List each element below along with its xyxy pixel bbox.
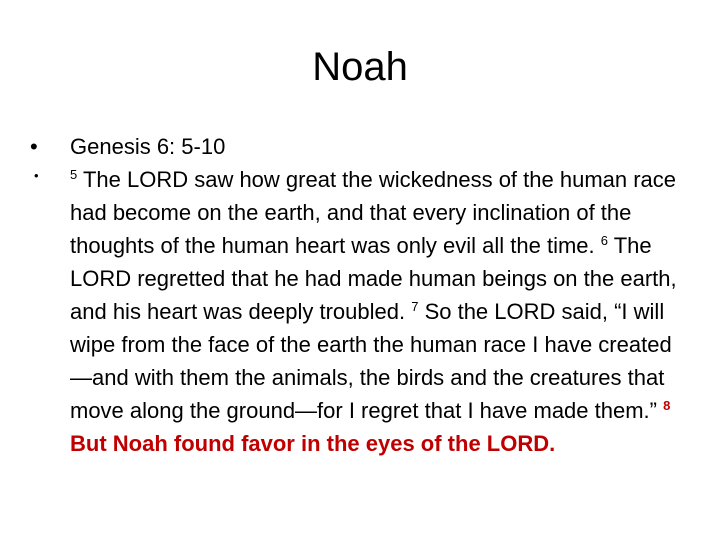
scripture-reference: Genesis 6: 5-10 (70, 134, 226, 159)
bullet-passage (30, 163, 680, 460)
bullet-reference (30, 130, 680, 163)
verse-number-5: 5 (70, 167, 78, 182)
verse-8-text: But Noah found favor in the eyes of the LORD. (70, 431, 556, 456)
passage-text (70, 167, 677, 456)
verse-5-text: The LORD saw how great the wickedness of the human race had become on the earth, and that every inclination of the thoughts of the human heart was only evil all the time. (70, 167, 677, 258)
slide-body (30, 130, 680, 460)
verse-7-text: So the LORD said, “I will wipe from the face of the earth the human race I have created—and with them the animals, the birds and the creatures that move along the ground—for I regret that I have made them.” (70, 299, 672, 423)
verse-6-text: The LORD regretted that he had made human beings on the earth, and his heart was deeply troubled. (70, 233, 677, 324)
verse-number-6: 6 (600, 233, 608, 248)
slide-title: Noah (312, 45, 408, 89)
bullet-marker: • (30, 134, 38, 159)
bullet-marker: • (34, 168, 39, 183)
verse-number-8: 8 (663, 398, 671, 413)
verse-number-7: 7 (411, 299, 419, 314)
